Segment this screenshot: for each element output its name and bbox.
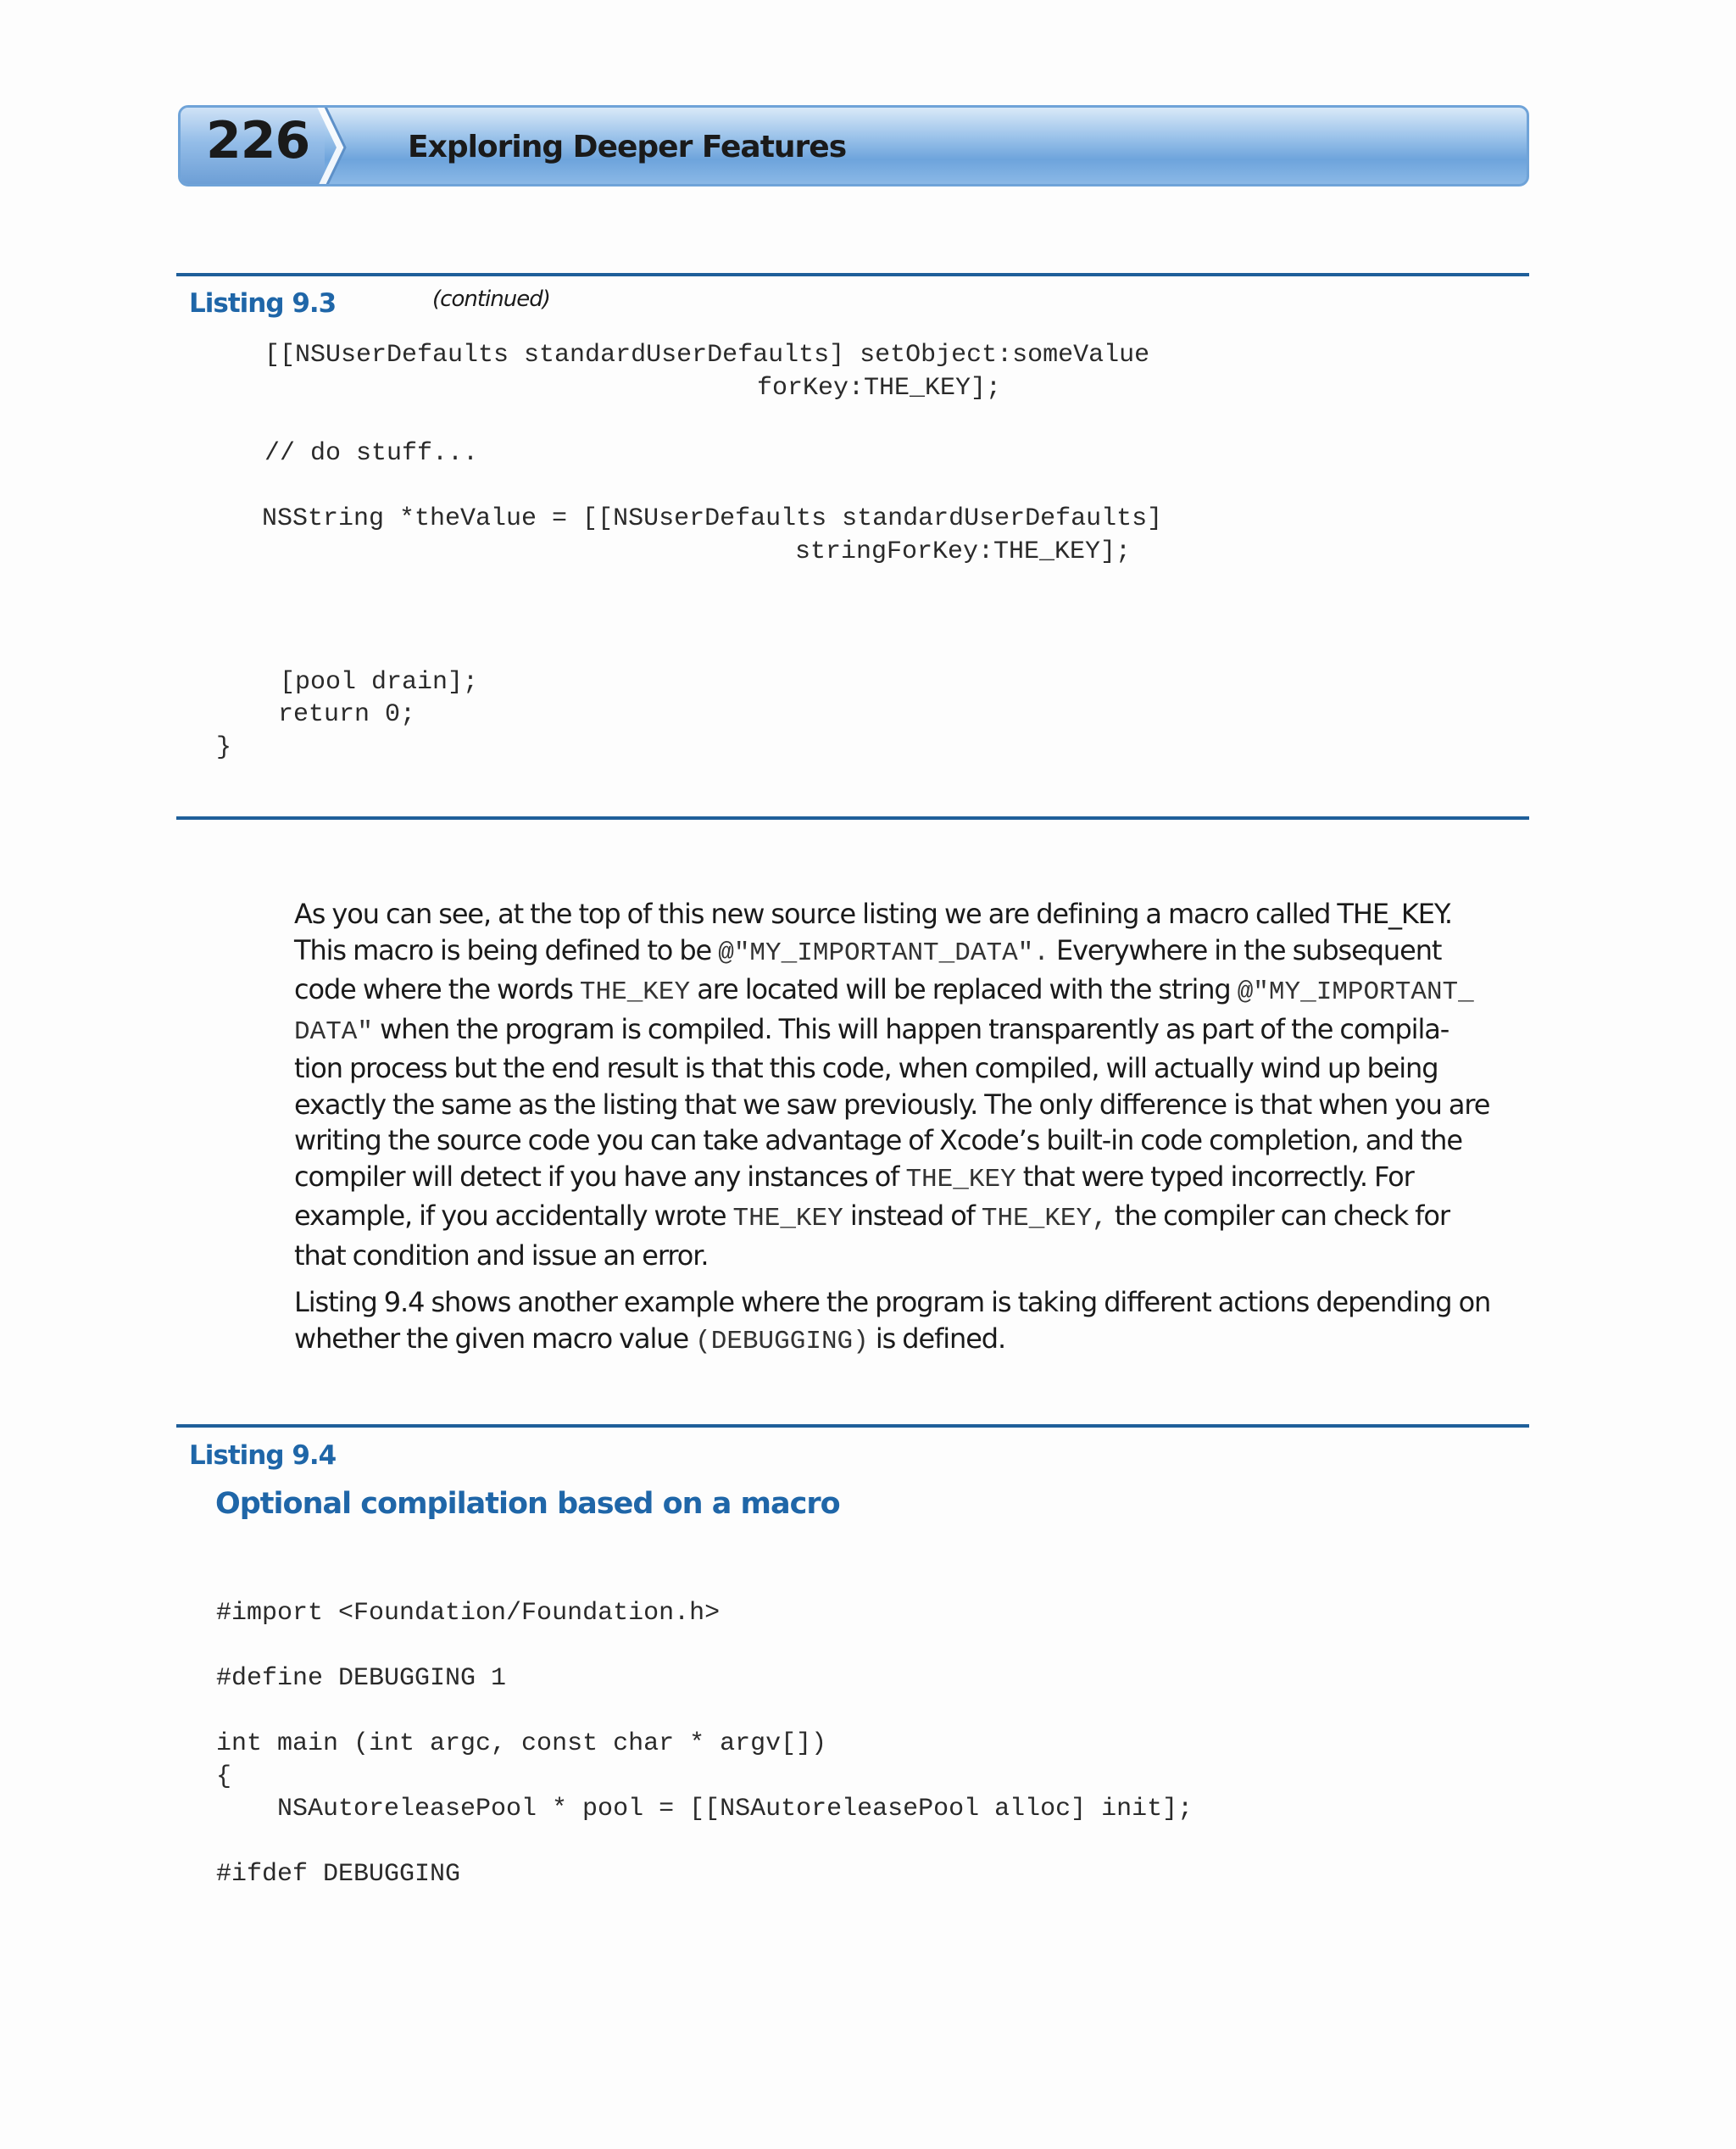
- code-line: // do stuff...: [264, 439, 479, 468]
- text-run: whether the given macro value: [294, 1322, 696, 1355]
- listing-top-rule: [176, 273, 1529, 276]
- paragraph-line: [294, 972, 1532, 1011]
- paragraph-line: [294, 933, 1532, 972]
- body-paragraph: [294, 1284, 1532, 1360]
- listing-bottom-rule: [176, 816, 1529, 820]
- text-run: is defined.: [868, 1322, 1006, 1355]
- text-run: are located will be replaced with the string: [690, 973, 1238, 1005]
- text-run: that condition and issue an error.: [294, 1239, 709, 1272]
- paragraph-line: [294, 1087, 1532, 1123]
- code-line: int main (int argc, const char * argv[]): [216, 1729, 827, 1758]
- page-number: 226: [206, 111, 310, 170]
- paragraph-line: [294, 1159, 1532, 1199]
- code-line: {: [216, 1762, 232, 1791]
- paragraph-line: [294, 1321, 1532, 1361]
- paragraph-line: [294, 1238, 1532, 1274]
- code-line: stringForKey:THE_KEY];: [795, 537, 1132, 566]
- code-line: NSAutoreleasePool * pool = [[NSAutoreleasePool alloc] init];: [277, 1795, 1194, 1823]
- text-run: the compiler can check for: [1107, 1200, 1449, 1232]
- text-run: instead of: [843, 1200, 982, 1232]
- text-run: Listing 9.4 shows another example where the program is taking different actions depending on: [294, 1286, 1491, 1318]
- paragraph-line: [294, 1198, 1532, 1238]
- code-line: NSString *theValue = [[NSUserDefaults standardUserDefaults]: [262, 504, 1163, 533]
- paragraph-line: [294, 1284, 1532, 1321]
- listing-label: Listing 9.3: [189, 288, 337, 319]
- text-run: compiler will detect if you have any instances of: [294, 1160, 906, 1193]
- code-line: #import <Foundation/Foundation.h>: [216, 1599, 721, 1628]
- chapter-header-banner: [178, 105, 1529, 187]
- paragraph-line: [294, 1122, 1532, 1159]
- code-line: return 0;: [278, 700, 416, 729]
- paragraph-line: [294, 1050, 1532, 1087]
- chevron-right-icon: [316, 105, 350, 187]
- text-run: As you can see, at the top of this new source listing we are defining a macro called THE_KEY.: [294, 898, 1452, 930]
- inline-code: DATA": [294, 1016, 374, 1047]
- text-run: when the program is compiled. This will happen transparently as part of the compila-: [373, 1012, 1449, 1045]
- listing-title: Optional compilation based on a macro: [215, 1487, 840, 1521]
- inline-code: (DEBUGGING): [695, 1326, 869, 1356]
- inline-code: THE_KEY: [579, 977, 691, 1007]
- text-run: example, if you accidentally wrote: [294, 1200, 733, 1232]
- listing-label: Listing 9.4: [189, 1440, 337, 1471]
- continued-note: (continued): [432, 287, 550, 312]
- text-run: writing the source code you can take advantage of Xcode’s built-in code completion, and the: [294, 1124, 1462, 1156]
- code-line: #define DEBUGGING 1: [216, 1664, 507, 1693]
- listing-top-rule: [176, 1424, 1529, 1428]
- inline-code: @"MY_IMPORTANT_: [1237, 977, 1474, 1007]
- chapter-title: Exploring Deeper Features: [408, 130, 847, 164]
- text-run: tion process but the end result is that this code, when compiled, will actually wind up being: [294, 1052, 1438, 1084]
- text-run: code where the words: [294, 973, 580, 1005]
- code-line: #ifdef DEBUGGING: [216, 1860, 461, 1889]
- code-line: }: [216, 733, 232, 762]
- code-line: forKey:THE_KEY];: [757, 374, 1002, 403]
- inline-code: THE_KEY: [905, 1164, 1016, 1194]
- text-run: that were typed incorrectly. For: [1015, 1160, 1414, 1193]
- text-run: exactly the same as the listing that we saw previously. The only difference is that when you are: [294, 1088, 1490, 1121]
- code-line: [[NSUserDefaults standardUserDefaults] setObject:someValue: [264, 341, 1150, 370]
- paragraph-line: [294, 1011, 1532, 1051]
- inline-code: THE_KEY: [732, 1204, 843, 1233]
- text-run: Everywhere in the subsequent: [1049, 933, 1442, 966]
- code-line: [pool drain];: [280, 668, 479, 697]
- text-run: This macro is being defined to be: [294, 933, 719, 966]
- inline-code: @"MY_IMPORTANT_DATA".: [718, 938, 1049, 968]
- body-paragraph: [294, 896, 1532, 1273]
- paragraph-line: [294, 896, 1532, 933]
- inline-code: THE_KEY,: [981, 1204, 1108, 1233]
